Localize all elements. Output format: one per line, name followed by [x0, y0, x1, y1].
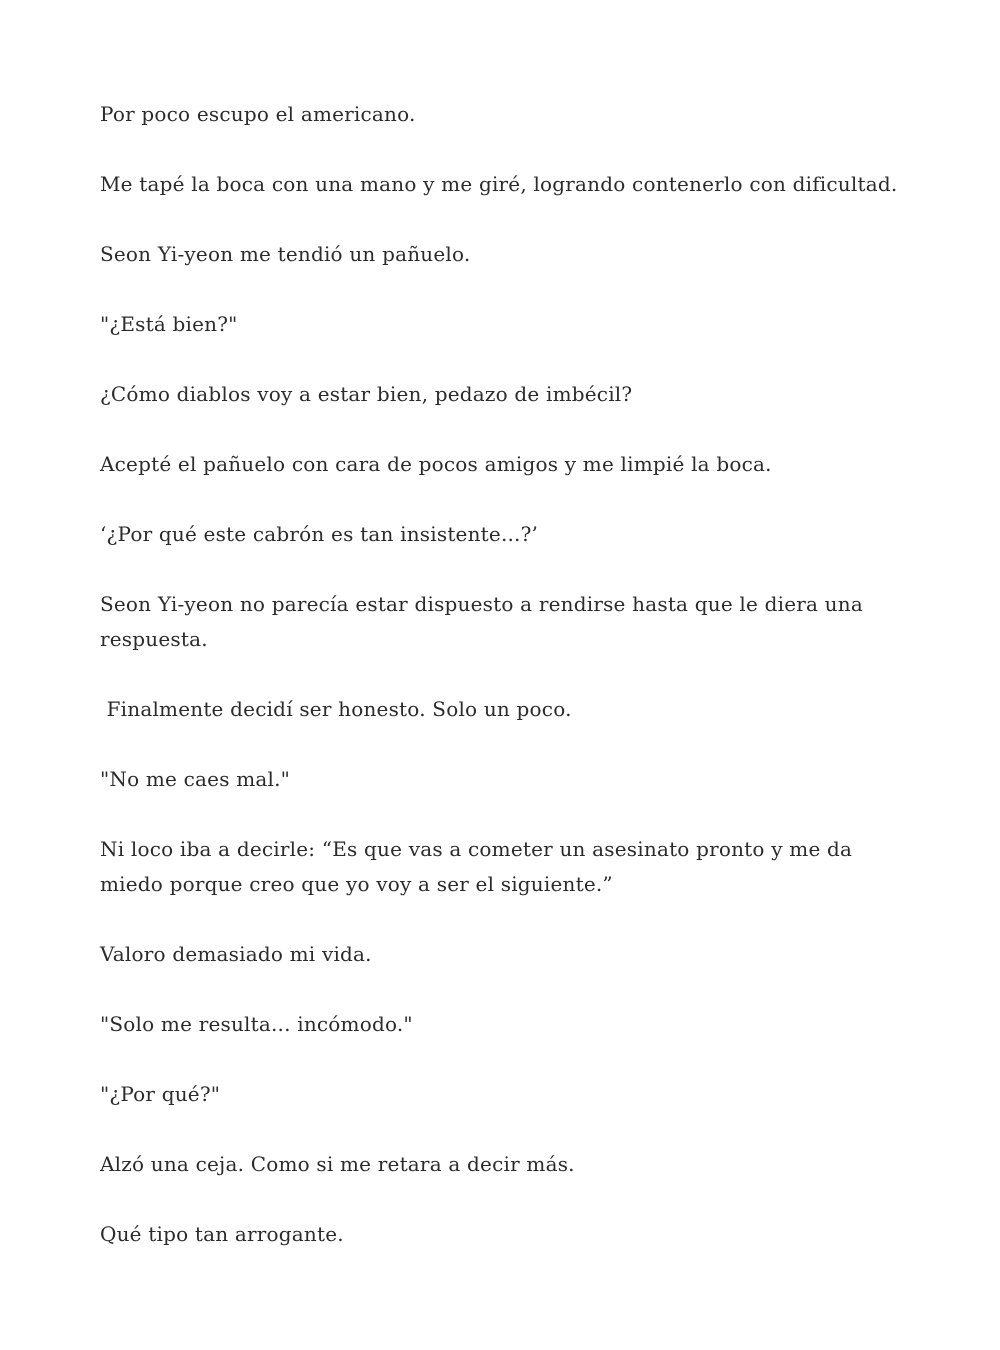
paragraph: ¿Cómo diablos voy a estar bien, pedazo de imbécil?: [100, 382, 633, 406]
thought-paragraph: ‘¿Por qué este cabrón es tan insistente...?’: [100, 522, 539, 546]
paragraph: Seon Yi-yeon no parecía estar dispuesto a rendirse hasta que le diera una respuesta.: [100, 592, 870, 651]
paragraph: Me tapé la boca con una mano y me giré, logrando contenerlo con dificultad.: [100, 172, 898, 196]
dialogue-paragraph: "No me caes mal.": [100, 767, 291, 791]
paragraph: Valoro demasiado mi vida.: [100, 942, 372, 966]
paragraph: Por poco escupo el americano.: [100, 102, 416, 126]
paragraph: Acepté el pañuelo con cara de pocos amigos y me limpié la boca.: [100, 452, 772, 476]
document-page: [100, 97, 910, 1287]
paragraph: Qué tipo tan arrogante.: [100, 1222, 344, 1246]
dialogue-paragraph: "Solo me resulta... incómodo.": [100, 1012, 413, 1036]
paragraph: Alzó una ceja. Como si me retara a decir más.: [100, 1152, 575, 1176]
paragraph: Ni loco iba a decirle: “Es que vas a cometer un asesinato pronto y me da miedo porque creo que yo voy a ser el siguiente.”: [100, 837, 859, 896]
paragraph: Seon Yi-yeon me tendió un pañuelo.: [100, 242, 471, 266]
dialogue-paragraph: "¿Por qué?": [100, 1082, 221, 1106]
paragraph: Finalmente decidí ser honesto. Solo un poco.: [100, 697, 572, 721]
dialogue-paragraph: "¿Está bien?": [100, 312, 238, 336]
